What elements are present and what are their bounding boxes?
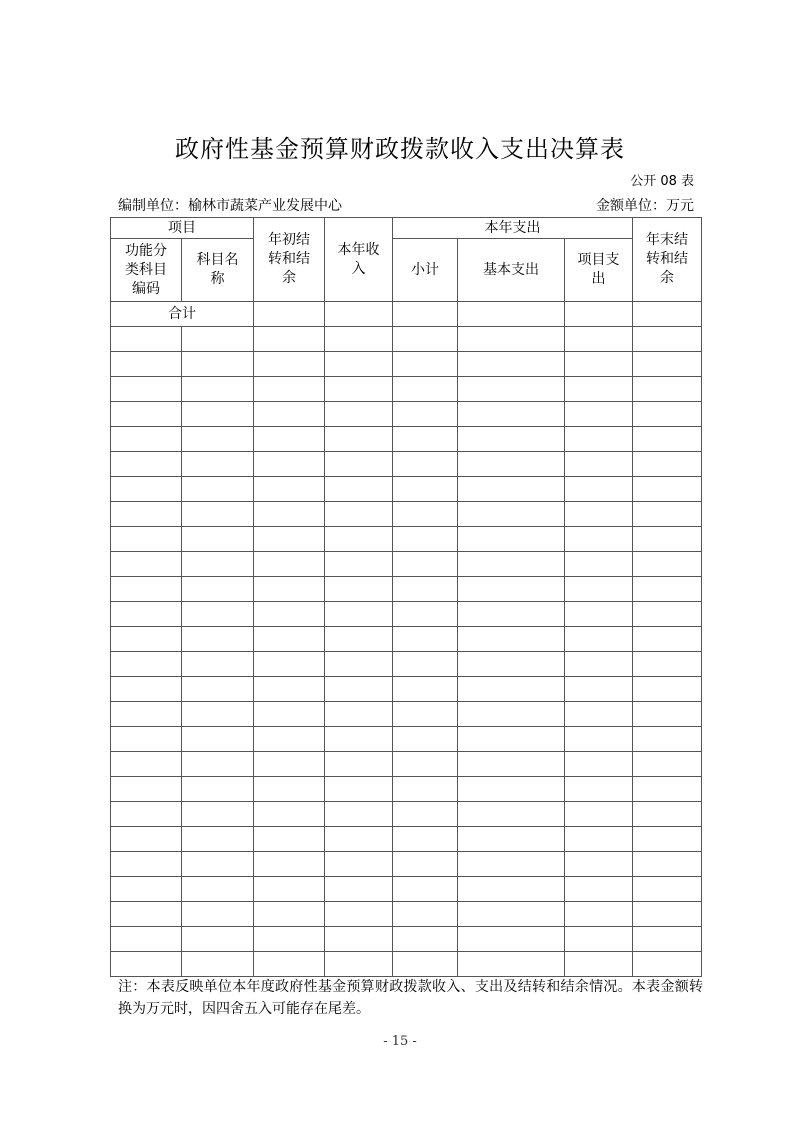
table-cell [182,927,254,952]
table-cell [111,652,182,677]
table-cell [182,352,254,377]
table-cell [393,427,458,452]
table-cell [325,702,393,727]
header-begin-balance: 年初结转和结余 [254,218,325,302]
table-cell [325,952,393,977]
table-cell [458,377,565,402]
table-cell [111,327,182,352]
table-cell [565,552,633,577]
table-cell [393,802,458,827]
table-cell [325,827,393,852]
table-cell [393,952,458,977]
table-row [111,877,702,902]
table-cell [458,852,565,877]
table-row [111,852,702,877]
table-cell [254,927,325,952]
table-cell [393,352,458,377]
table-cell [458,427,565,452]
empty-rows [111,327,702,977]
header-subject-name: 科目名称 [182,239,254,302]
table-cell [111,502,182,527]
table-cell [254,952,325,977]
amount-unit: 金额单位：万元 [596,198,694,214]
table-cell [111,427,182,452]
table-cell [458,452,565,477]
table-cell [254,502,325,527]
table-cell [182,552,254,577]
table-cell [254,777,325,802]
table-cell [182,827,254,852]
table-cell [325,527,393,552]
table-cell [182,702,254,727]
table-cell [393,402,458,427]
table-cell [458,652,565,677]
table-cell [111,577,182,602]
table-cell [325,452,393,477]
table-cell [633,402,702,427]
table-cell [458,552,565,577]
table-row [111,652,702,677]
table-cell [111,927,182,952]
table-cell [565,702,633,727]
table-cell [111,752,182,777]
table-cell [254,827,325,852]
table-cell [565,327,633,352]
table-cell [393,627,458,652]
footnote: 注：本表反映单位本年度政府性基金预算财政拨款收入、支出及结转和结余情况。本表金额转换为万元时，因四舍五入可能存在尾差。 [118,979,703,1017]
total-cell [254,302,325,327]
table-cell [633,577,702,602]
table-cell [565,752,633,777]
table-cell [182,727,254,752]
header-func-code: 功能分类科目编码 [111,239,182,302]
table-cell [458,877,565,902]
table-cell [254,577,325,602]
table-cell [633,902,702,927]
table-cell [565,377,633,402]
table-row [111,427,702,452]
total-cell [565,302,633,327]
table-cell [182,652,254,677]
table-cell [633,477,702,502]
header-expense: 本年支出 [393,218,633,239]
total-cell [458,302,565,327]
table-cell [182,952,254,977]
header-end-balance: 年末结转和结余 [633,218,702,302]
table-cell [111,477,182,502]
table-cell [182,902,254,927]
table-cell [458,727,565,752]
table-cell [633,352,702,377]
table-cell [393,927,458,952]
table-cell [111,802,182,827]
table-cell [565,677,633,702]
table-cell [254,327,325,352]
table-cell [393,652,458,677]
table-cell [254,802,325,827]
table-cell [111,352,182,377]
table-number: 公开 08 表 [630,174,694,189]
table-cell [182,677,254,702]
header-row-2 [111,239,702,302]
table-cell [565,952,633,977]
table-cell [565,352,633,377]
table-cell [182,502,254,527]
table-cell [254,427,325,452]
table-cell [182,777,254,802]
table-cell [111,952,182,977]
table-cell [458,677,565,702]
table-cell [254,452,325,477]
table-cell [325,627,393,652]
table-cell [458,802,565,827]
table-cell [393,552,458,577]
table-row [111,552,702,577]
table-cell [633,502,702,527]
table-row [111,602,702,627]
table-cell [565,802,633,827]
table-cell [633,752,702,777]
table-cell [458,477,565,502]
table-cell [633,852,702,877]
table-cell [254,527,325,552]
table-cell [254,877,325,902]
table-cell [111,402,182,427]
table-cell [325,852,393,877]
table-cell [254,752,325,777]
table-cell [254,352,325,377]
table-cell [325,752,393,777]
table-row [111,727,702,752]
table-cell [325,602,393,627]
table-cell [565,402,633,427]
table-cell [565,477,633,502]
header-income: 本年收入 [325,218,393,302]
table-cell [458,702,565,727]
table-cell [633,702,702,727]
table-cell [565,927,633,952]
table-cell [325,927,393,952]
table-cell [458,902,565,927]
table-row [111,802,702,827]
table-cell [565,877,633,902]
table-cell [393,777,458,802]
table-cell [565,527,633,552]
table-row [111,477,702,502]
table-cell [182,877,254,902]
table-cell [325,652,393,677]
table-cell [325,552,393,577]
header-basic-expense: 基本支出 [458,239,565,302]
table-cell [458,402,565,427]
table-cell [111,552,182,577]
compiler-unit: 编制单位：榆林市蔬菜产业发展中心 [118,198,342,214]
table-cell [458,527,565,552]
table-cell [458,777,565,802]
table-cell [633,777,702,802]
total-label: 合计 [111,302,254,327]
table-cell [393,752,458,777]
table-cell [182,402,254,427]
table-cell [325,802,393,827]
table-cell [633,327,702,352]
table-cell [633,452,702,477]
table-cell [565,827,633,852]
header-subtotal: 小计 [393,239,458,302]
table-cell [393,477,458,502]
table-cell [565,902,633,927]
table-cell [458,627,565,652]
table-cell [182,577,254,602]
table-cell [633,602,702,627]
table-cell [325,577,393,602]
table-cell [633,677,702,702]
table-cell [325,502,393,527]
table-cell [633,727,702,752]
table-cell [393,577,458,602]
table-cell [393,602,458,627]
table-cell [325,377,393,402]
table-cell [393,377,458,402]
table-cell [254,602,325,627]
table-row [111,352,702,377]
total-row [111,302,702,327]
total-cell [325,302,393,327]
table-cell [393,677,458,702]
table-cell [254,902,325,927]
table-cell [254,627,325,652]
table-cell [393,452,458,477]
table-cell [325,677,393,702]
table-cell [111,602,182,627]
table-cell [633,652,702,677]
header-row-1 [111,218,702,239]
table-cell [111,877,182,902]
table-row [111,827,702,852]
table-cell [182,477,254,502]
table-cell [325,477,393,502]
header-project: 项目 [111,218,254,239]
table-cell [254,702,325,727]
table-cell [633,377,702,402]
table-cell [182,802,254,827]
table-cell [325,427,393,452]
table-cell [565,627,633,652]
table-cell [182,527,254,552]
table-cell [111,527,182,552]
table-cell [393,502,458,527]
table-cell [633,552,702,577]
table-cell [565,427,633,452]
page-number: - 15 - [383,1034,417,1049]
table-row [111,577,702,602]
table-cell [111,827,182,852]
table-cell [111,627,182,652]
table-cell [633,527,702,552]
table-cell [254,677,325,702]
table-cell [111,727,182,752]
table-row [111,952,702,977]
table-cell [254,552,325,577]
table-cell [393,877,458,902]
table-cell [565,602,633,627]
table-row [111,677,702,702]
table-cell [565,502,633,527]
table-row [111,927,702,952]
table-cell [633,827,702,852]
table-cell [111,677,182,702]
table-cell [393,902,458,927]
table-cell [458,602,565,627]
table-cell [565,577,633,602]
table-row [111,327,702,352]
table-cell [325,327,393,352]
table-cell [458,827,565,852]
table-cell [182,327,254,352]
table-cell [633,927,702,952]
table-cell [254,477,325,502]
table-cell [182,427,254,452]
table-cell [254,852,325,877]
table-cell [458,577,565,602]
table-row [111,902,702,927]
table-row [111,702,702,727]
table-cell [458,952,565,977]
table-row [111,752,702,777]
table-cell [325,777,393,802]
table-cell [393,852,458,877]
table-cell [182,377,254,402]
table-cell [393,527,458,552]
table-cell [633,627,702,652]
table-cell [254,652,325,677]
table-cell [565,852,633,877]
table-cell [633,877,702,902]
table-cell [254,727,325,752]
table-row [111,527,702,552]
budget-table [110,217,702,977]
table-cell [182,627,254,652]
table-cell [111,902,182,927]
table-cell [111,777,182,802]
table-cell [325,352,393,377]
table-cell [393,827,458,852]
table-cell [393,327,458,352]
table-row [111,377,702,402]
document-title: 政府性基金预算财政拨款收入支出决算表 [175,135,625,163]
table-cell [182,602,254,627]
table-row [111,402,702,427]
table-cell [325,727,393,752]
table-cell [633,427,702,452]
total-cell [633,302,702,327]
table-cell [393,727,458,752]
table-cell [111,452,182,477]
table-cell [565,652,633,677]
table-cell [565,727,633,752]
table-cell [325,877,393,902]
table-cell [565,777,633,802]
table-cell [458,327,565,352]
table-cell [182,752,254,777]
table-row [111,627,702,652]
header-project-expense: 项目支出 [565,239,633,302]
table-cell [325,902,393,927]
table-cell [458,752,565,777]
table-cell [633,952,702,977]
table-row [111,452,702,477]
table-row [111,502,702,527]
table-cell [458,927,565,952]
table-cell [458,352,565,377]
table-cell [393,702,458,727]
table-cell [111,852,182,877]
table-cell [254,402,325,427]
table-cell [254,377,325,402]
table-cell [458,502,565,527]
table-cell [325,402,393,427]
table-cell [633,802,702,827]
table-cell [182,852,254,877]
table-row [111,777,702,802]
table-cell [565,452,633,477]
total-cell [393,302,458,327]
table-cell [182,452,254,477]
table-cell [111,377,182,402]
table-cell [111,702,182,727]
